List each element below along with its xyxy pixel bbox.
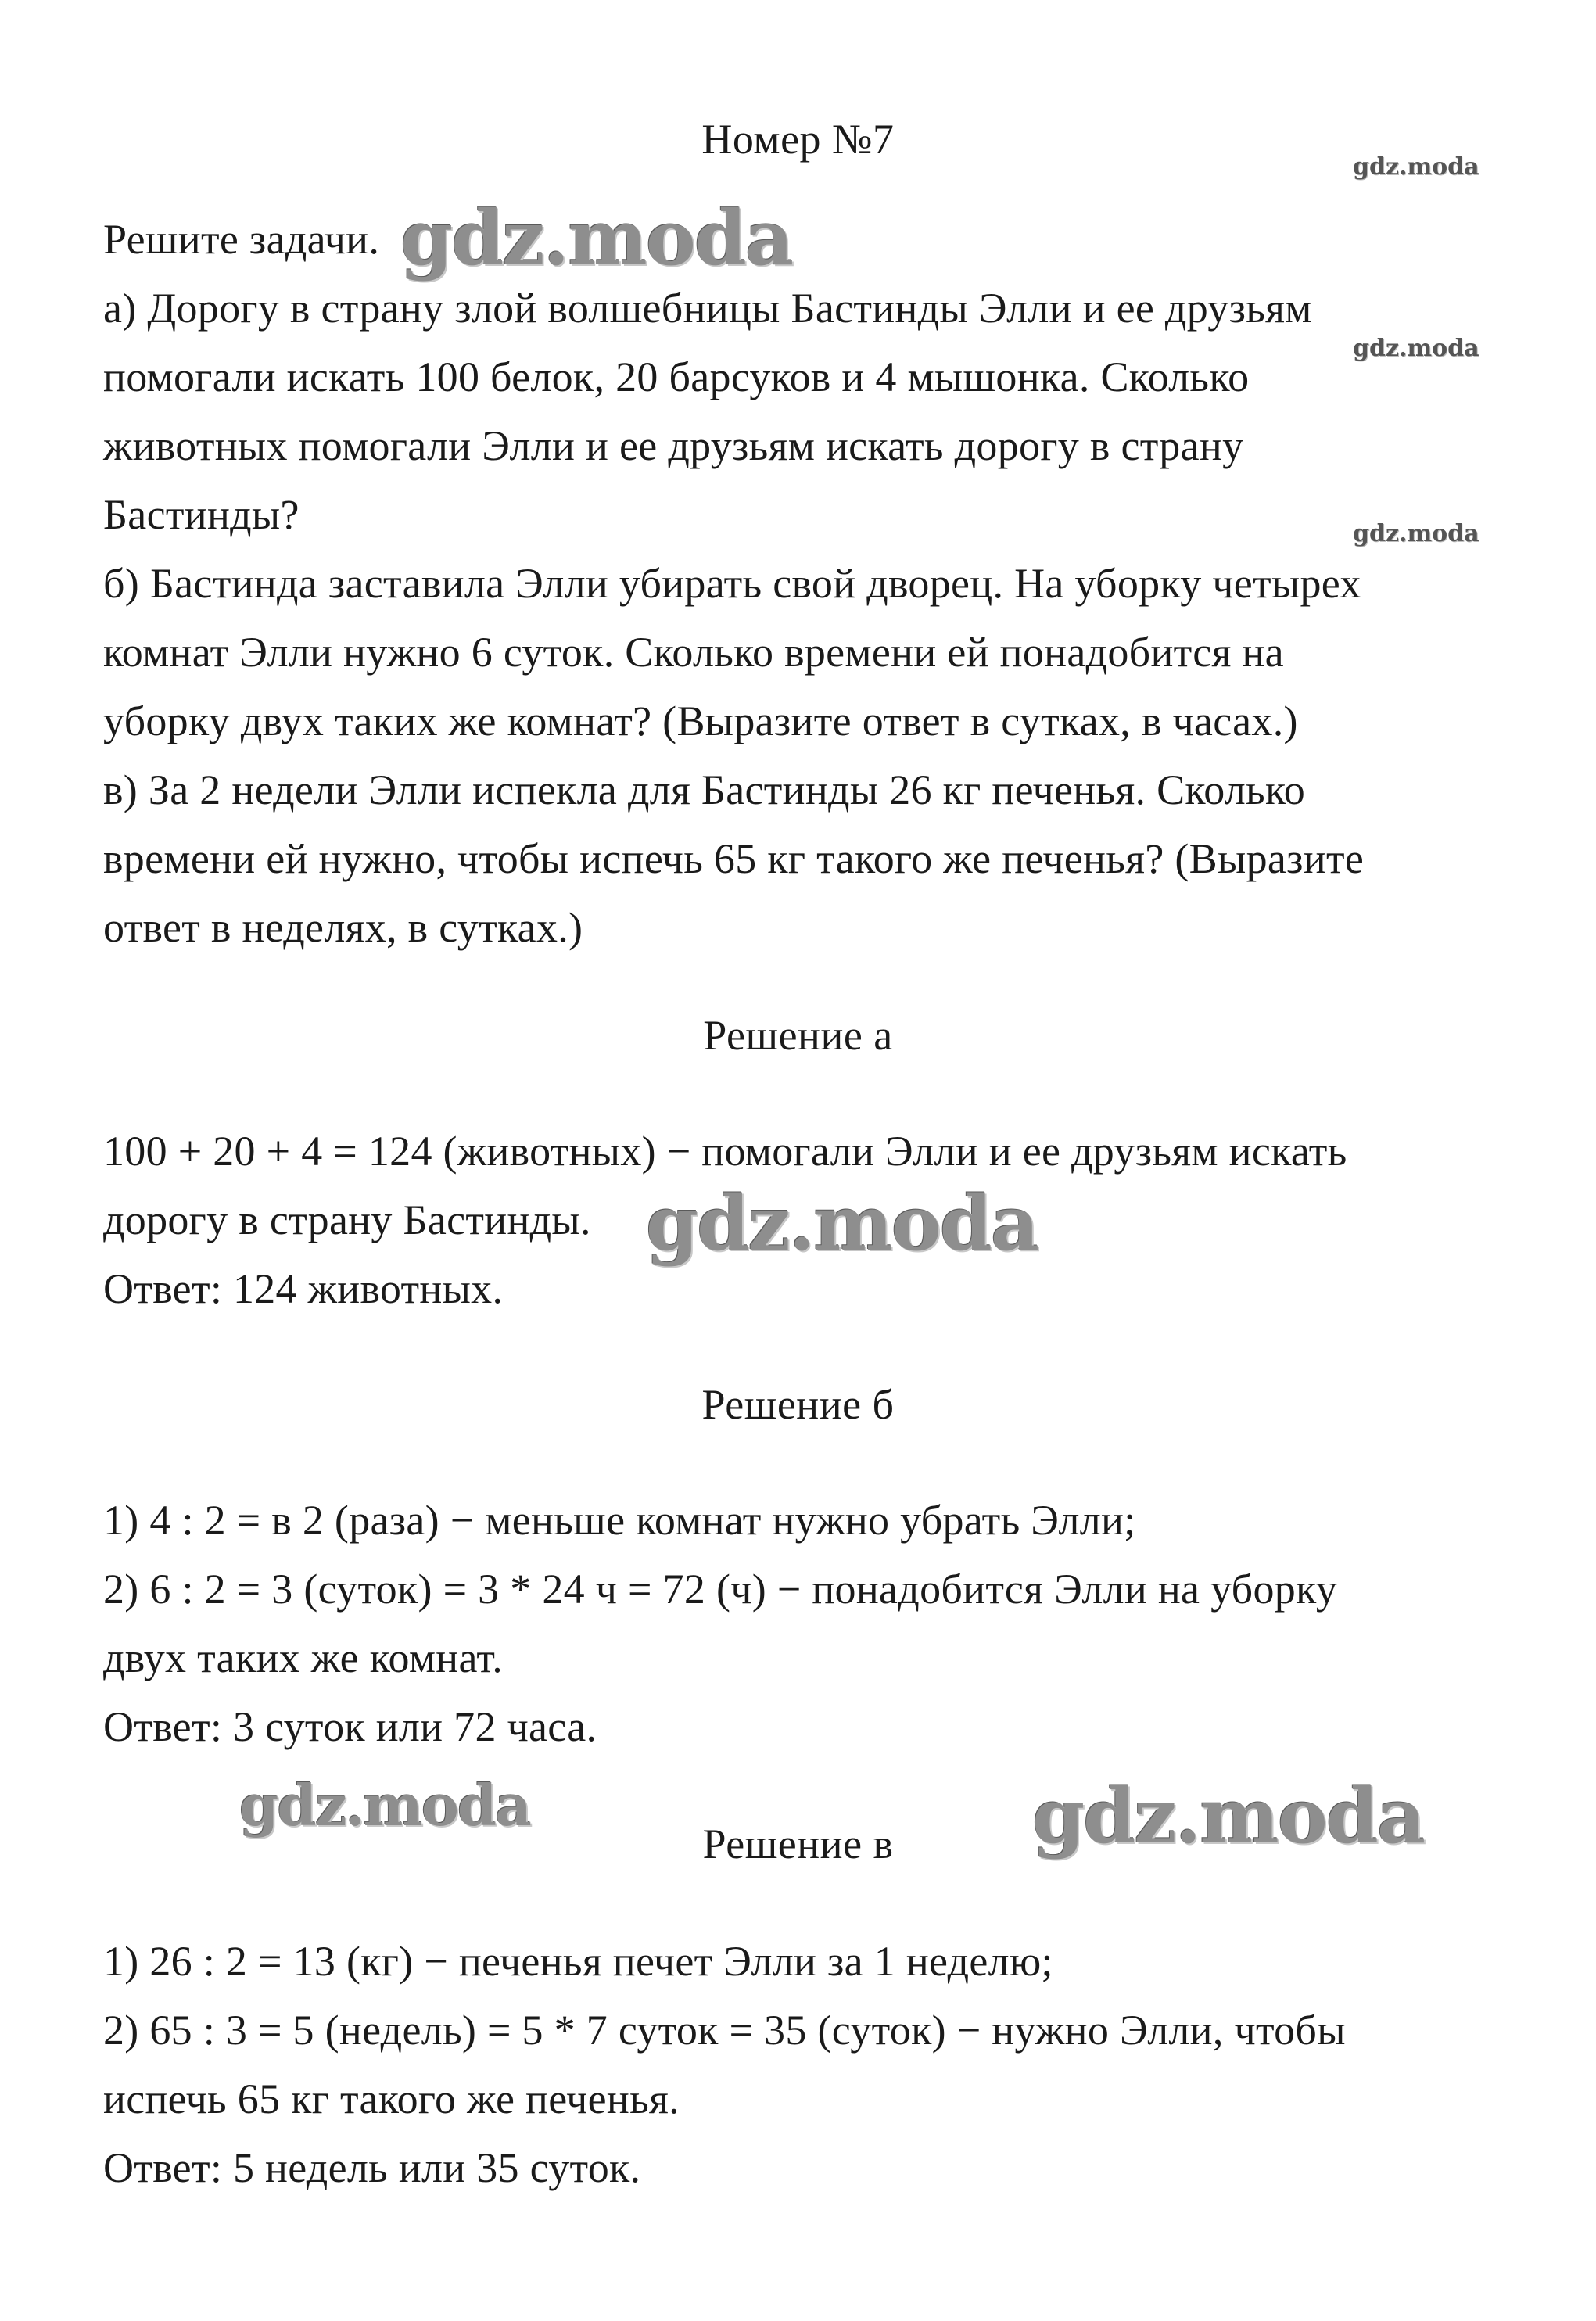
watermark: gdz.moda (1353, 520, 1479, 547)
task-c-line: в) За 2 недели Элли испекла для Бастинды 26 кг печенья. Сколько (103, 766, 1306, 813)
task-b-line: комнат Элли нужно 6 суток. Сколько времени ей понадобится на (103, 629, 1284, 676)
watermark: gdz.moda (1353, 153, 1479, 181)
solution-b-heading: Решение б (701, 1381, 895, 1428)
solution-b-line: 1) 4 : 2 = в 2 (раза) − меньше комнат нужно убрать Элли; (103, 1497, 1136, 1544)
solution-c-heading: Решение в (702, 1821, 894, 1867)
task-b-line: уборку двух таких же комнат? (Выразите ответ в сутках, в часах.) (103, 698, 1298, 744)
solution-c-answer: Ответ: 5 недель или 35 суток. (103, 2144, 641, 2191)
solution-c-line: 2) 65 : 3 = 5 (недель) = 5 * 7 суток = 35 (суток) − нужно Элли, чтобы (103, 2007, 1346, 2054)
solution-a-line: дорогу в страну Бастинды. (103, 1196, 591, 1243)
solution-c-line: испечь 65 кг такого же печенья. (103, 2075, 680, 2122)
task-a-line: животных помогали Элли и ее друзьям искать дорогу в страну (103, 422, 1244, 469)
solution-b-line: двух таких же комнат. (103, 1634, 503, 1681)
watermark: gdz.moda (1353, 335, 1479, 362)
solution-a-answer: Ответ: 124 животных. (103, 1265, 504, 1312)
task-b-line: б) Бастинда заставила Элли убирать свой дворец. На уборку четырех (103, 560, 1361, 607)
solution-b-line: 2) 6 : 2 = 3 (суток) = 3 * 24 ч = 72 (ч) − понадобится Элли на уборку (103, 1566, 1338, 1613)
task-c-line: ответ в неделях, в сутках.) (103, 904, 583, 951)
solution-a-line: 100 + 20 + 4 = 124 (животных) − помогали Элли и ее друзьям искать (103, 1128, 1347, 1175)
task-intro: Решите задачи. (103, 216, 380, 263)
watermark: gdz.moda (239, 1772, 530, 1839)
solution-a-heading: Решение а (703, 1012, 893, 1059)
watermark: gdz.moda (1032, 1772, 1425, 1860)
task-a-line: а) Дорогу в страну злой волшебницы Бастинды Элли и ее друзьям (103, 285, 1312, 332)
task-a-line: помогали искать 100 белок, 20 барсуков и 4 мышонка. Сколько (103, 353, 1250, 400)
watermark: gdz.moda (400, 194, 793, 282)
solution-b-answer: Ответ: 3 суток или 72 часа. (103, 1703, 597, 1750)
task-c-line: времени ей нужно, чтобы испечь 65 кг такого же печенья? (Выразите (103, 835, 1365, 882)
solution-c-line: 1) 26 : 2 = 13 (кг) − печенья печет Элли за 1 неделю; (103, 1938, 1053, 1985)
page-title: Номер №7 (701, 116, 895, 163)
watermark: gdz.moda (646, 1179, 1038, 1268)
task-a-line: Бастинды? (103, 491, 299, 538)
